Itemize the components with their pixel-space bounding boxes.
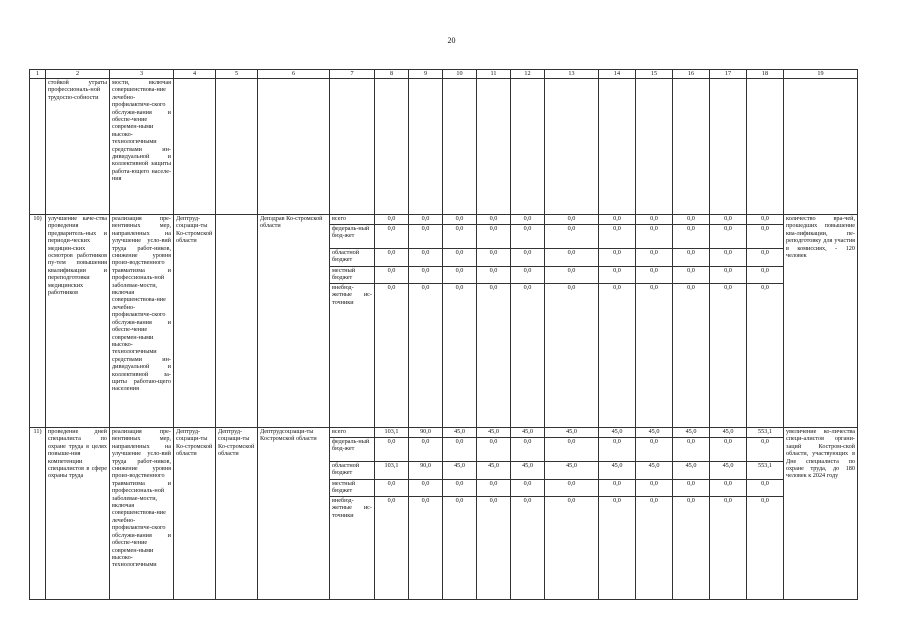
- funding-value: 0,0: [710, 249, 746, 267]
- funding-value: 0,0: [545, 215, 598, 225]
- funding-source-col: [330, 428, 375, 600]
- table-row: [30, 428, 858, 600]
- value-col: [710, 428, 747, 600]
- column-header: 19: [784, 70, 858, 79]
- column-header: 7: [330, 70, 375, 79]
- table-row: [30, 79, 858, 215]
- funding-source-label: внебюд-жетные ис-точники: [332, 497, 372, 519]
- funding-value: 0,0: [421, 284, 430, 291]
- cell-col5: [216, 79, 258, 215]
- value-col-total: [747, 428, 784, 600]
- funding-value: 0,0: [545, 249, 598, 267]
- column-header: 2: [46, 70, 110, 79]
- funding-value: 0,0: [673, 249, 709, 267]
- funding-value: 90,0: [409, 428, 442, 438]
- funding-value: 45,0: [636, 462, 672, 480]
- funding-value: 0,0: [443, 225, 476, 249]
- funding-value: 45,0: [477, 462, 510, 480]
- funding-value: 45,0: [511, 462, 544, 480]
- funding-value: 0,0: [409, 225, 442, 249]
- funding-value: 45,0: [477, 428, 510, 438]
- funding-value: 0,0: [687, 284, 695, 291]
- funding-value: 0,0: [375, 215, 408, 225]
- funding-value: 0,0: [747, 249, 783, 267]
- activity-measure: мости, включая совершенствова-ние лечебно-профилактиче-ского обслужи-вания и обеспе-чение современ-ными высоко-технологичными средствами ин-дивидуальной и коллективной защиты работа-ющего населе-ния: [110, 79, 174, 215]
- funding-value: 0,0: [545, 225, 598, 249]
- funding-value: 45,0: [636, 428, 672, 438]
- funding-value: 0,0: [511, 249, 544, 267]
- funding-value: 103,1: [375, 428, 408, 438]
- funding-value: 0,0: [747, 267, 783, 284]
- value-col: [599, 428, 636, 600]
- funding-value: 0,0: [673, 480, 709, 497]
- funding-value: 0,0: [387, 497, 396, 504]
- cell-col6: [258, 79, 330, 215]
- value-col: [443, 215, 477, 428]
- funding-value: 553,1: [747, 428, 783, 438]
- value-col: [673, 428, 710, 600]
- column-header: 3: [110, 70, 174, 79]
- funding-value: 0,0: [477, 267, 510, 284]
- column-header: 9: [409, 70, 443, 79]
- column-header: 11: [477, 70, 511, 79]
- row-number: 10): [30, 215, 46, 428]
- value-col: [477, 428, 511, 600]
- cell-col13: [545, 79, 599, 215]
- cell-col4: [174, 79, 216, 215]
- page-number: 20: [447, 36, 456, 45]
- funding-value: 0,0: [613, 497, 621, 504]
- funding-source-label: всего: [330, 428, 374, 438]
- activity-name: стойкой утраты профессиональ-ной трудоспо-собности: [46, 79, 110, 215]
- funding-value: 0,0: [567, 284, 576, 291]
- funding-value: 45,0: [443, 428, 476, 438]
- funding-value: 0,0: [650, 497, 658, 504]
- value-col: [636, 428, 673, 600]
- cell-col11: [477, 79, 511, 215]
- funding-value: 0,0: [443, 215, 476, 225]
- funding-value: 0,0: [673, 215, 709, 225]
- value-col: [375, 428, 409, 600]
- program-table: [29, 69, 858, 600]
- funding-value: 0,0: [477, 249, 510, 267]
- funding-value: 0,0: [673, 267, 709, 284]
- funding-value: 0,0: [613, 284, 621, 291]
- column-header: 16: [673, 70, 710, 79]
- funding-value: 0,0: [511, 215, 544, 225]
- funding-value: 0,0: [761, 284, 769, 291]
- funding-value: 553,1: [747, 462, 783, 480]
- funding-value: 0,0: [443, 267, 476, 284]
- value-col: [443, 428, 477, 600]
- funding-value: 45,0: [710, 428, 746, 438]
- value-col: [545, 215, 599, 428]
- column-header: 5: [216, 70, 258, 79]
- funding-value: 0,0: [511, 438, 544, 462]
- funding-value: 45,0: [673, 428, 709, 438]
- funding-value: 0,0: [409, 249, 442, 267]
- expected-result: увеличение ко-личества специ-алистов органи-заций Костром-ской области, участвующих в Дне специалиста по охране труда, до 180 человек к 2024 году: [784, 428, 858, 600]
- column-header: 13: [545, 70, 599, 79]
- funding-value: 0,0: [511, 225, 544, 249]
- responsible-executor: Дептруд-соцзащи-ты Ко-стромской области: [174, 428, 216, 600]
- funding-value: 0,0: [421, 497, 430, 504]
- funding-source-label: местный бюджет: [330, 267, 374, 284]
- activity-name: проведение дней специалиста по охране труда в целях повыше-ния компетенции специалистов в сфере охраны труда: [46, 428, 110, 600]
- activity-measure: реализация пре-вентивных мер, направленных на улучшение усло-вий труда работ-ников, снижение уровня произ-водственного травматизма и профессиональ-ной заболевае-мости, включая совершенствова-ние лечебно-профилактиче-ского обслужи-вания и обеспе-чение современ-ными высоко-технологичными средствами ин-дивидуальной и коллективной за-щиты работаю-щего населения: [110, 215, 174, 428]
- funding-value: 0,0: [599, 215, 635, 225]
- funding-value: 0,0: [724, 284, 732, 291]
- value-col: [409, 428, 443, 600]
- funding-value: 0,0: [599, 438, 635, 462]
- co-executor: Дептруд-соцзащи-ты Ко-стромской области: [216, 428, 258, 600]
- funding-value: 0,0: [523, 497, 532, 504]
- funding-value: 45,0: [710, 462, 746, 480]
- funding-value: 0,0: [477, 225, 510, 249]
- funding-value: 45,0: [511, 428, 544, 438]
- column-header: 8: [375, 70, 409, 79]
- column-header: 10: [443, 70, 477, 79]
- funding-value: 0,0: [636, 215, 672, 225]
- funding-value: 0,0: [636, 438, 672, 462]
- funding-source-label: федераль-ный бюд-жет: [330, 438, 374, 462]
- value-col: [545, 428, 599, 600]
- value-col: [710, 215, 747, 428]
- funding-value: 0,0: [375, 480, 408, 497]
- funding-value: 0,0: [636, 267, 672, 284]
- cell-col17: [710, 79, 747, 215]
- funding-value: 0,0: [599, 249, 635, 267]
- funding-value: 0,0: [477, 438, 510, 462]
- funding-value: 0,0: [710, 267, 746, 284]
- funding-value: 0,0: [599, 480, 635, 497]
- funding-value: 0,0: [747, 215, 783, 225]
- value-col: [636, 215, 673, 428]
- funding-source-label: областной бюджет: [330, 462, 374, 480]
- funding-value: 0,0: [455, 497, 464, 504]
- funding-value: 0,0: [636, 480, 672, 497]
- funding-value: 0,0: [387, 284, 396, 291]
- funding-value: 0,0: [409, 438, 442, 462]
- activity-measure: реализация пре-вентивных мер, направленных на улучшение усло-вий труда работ-ников, снижение уровня произ-водственного травматизма и профессиональ-ной заболевае-мости, включая совершенствова-ние лечебно-профилактиче-ского обслужи-вания и обеспе-чение современ-ными высоко-технологичными: [110, 428, 174, 600]
- funding-source-label: местный бюджет: [330, 480, 374, 497]
- funding-value: 0,0: [567, 497, 576, 504]
- funding-value: 0,0: [409, 480, 442, 497]
- funding-value: 0,0: [545, 267, 598, 284]
- value-col: [599, 215, 636, 428]
- column-header: 14: [599, 70, 636, 79]
- funding-value: 0,0: [409, 267, 442, 284]
- row-number: 11): [30, 428, 46, 600]
- column-header: 17: [710, 70, 747, 79]
- funding-value: 0,0: [599, 225, 635, 249]
- participant: Дептрудсоцзащи-ты Костромской области: [258, 428, 330, 600]
- participant: Депздрав Ко-стромской области: [258, 215, 330, 428]
- column-header: 12: [511, 70, 545, 79]
- funding-value: 0,0: [375, 438, 408, 462]
- funding-value: 0,0: [710, 215, 746, 225]
- funding-value: 90,0: [409, 462, 442, 480]
- funding-value: 0,0: [375, 225, 408, 249]
- cell-col14: [599, 79, 636, 215]
- funding-value: 45,0: [673, 462, 709, 480]
- funding-value: 45,0: [599, 428, 635, 438]
- column-header-row: [30, 70, 858, 79]
- value-col: [409, 215, 443, 428]
- funding-value: 45,0: [545, 428, 598, 438]
- funding-value: 0,0: [443, 480, 476, 497]
- funding-value: 0,0: [455, 284, 464, 291]
- funding-value: 0,0: [636, 249, 672, 267]
- funding-value: 0,0: [710, 225, 746, 249]
- funding-value: 0,0: [636, 225, 672, 249]
- funding-value: 0,0: [477, 480, 510, 497]
- cell-col19: [784, 79, 858, 215]
- funding-value: 0,0: [443, 438, 476, 462]
- funding-value: 0,0: [523, 284, 532, 291]
- activity-name: улучшение каче-ства проведения предваритель-ных и периоди-ческих медицин-ских осмотров работников пу-тем повышения квалификации и переподготовки медицинских работников: [46, 215, 110, 428]
- funding-value: 0,0: [724, 497, 732, 504]
- funding-value: 0,0: [409, 215, 442, 225]
- expected-result: количество вра-чей, прошедших повышение ква-лификации, пе-реподготовку для участия в комиссиях, - 120 человек: [784, 215, 858, 428]
- funding-source-label: областной бюджет: [330, 249, 374, 267]
- funding-value: 45,0: [545, 462, 598, 480]
- funding-source-label: всего: [330, 215, 374, 225]
- funding-value: 45,0: [443, 462, 476, 480]
- cell-col18: [747, 79, 784, 215]
- funding-value: 0,0: [687, 497, 695, 504]
- funding-source-label: внебюд-жетные ис-точники: [332, 284, 372, 306]
- funding-value: 45,0: [599, 462, 635, 480]
- funding-value: 0,0: [545, 438, 598, 462]
- cell-col8: [375, 79, 409, 215]
- cell-col12: [511, 79, 545, 215]
- funding-value: 0,0: [511, 267, 544, 284]
- funding-value: 0,0: [650, 284, 658, 291]
- funding-value: 0,0: [747, 480, 783, 497]
- value-col: [511, 215, 545, 428]
- funding-value: 0,0: [710, 438, 746, 462]
- cell-col16: [673, 79, 710, 215]
- funding-value: 0,0: [710, 480, 746, 497]
- cell-col7: [330, 79, 375, 215]
- cell-col15: [636, 79, 673, 215]
- funding-value: 0,0: [375, 249, 408, 267]
- funding-value: 0,0: [489, 497, 498, 504]
- column-header: 1: [30, 70, 46, 79]
- responsible-executor: Дептруд-соцзащи-ты Ко-стромской области: [174, 215, 216, 428]
- funding-value: 0,0: [443, 249, 476, 267]
- funding-value: 0,0: [489, 284, 498, 291]
- funding-value: 0,0: [477, 215, 510, 225]
- column-header: 4: [174, 70, 216, 79]
- funding-value: 0,0: [673, 438, 709, 462]
- row-number: [30, 79, 46, 215]
- funding-source-col: [330, 215, 375, 428]
- table-row: [30, 215, 858, 428]
- column-header: 15: [636, 70, 673, 79]
- funding-source-label: федераль-ный бюд-жет: [330, 225, 374, 249]
- value-col-total: [747, 215, 784, 428]
- cell-col10: [443, 79, 477, 215]
- value-col: [375, 215, 409, 428]
- funding-value: 0,0: [599, 267, 635, 284]
- column-header: 18: [747, 70, 784, 79]
- funding-value: 0,0: [511, 480, 544, 497]
- funding-value: 0,0: [545, 480, 598, 497]
- column-header: 6: [258, 70, 330, 79]
- funding-value: 103,1: [375, 462, 408, 480]
- value-col: [477, 215, 511, 428]
- funding-value: 0,0: [747, 225, 783, 249]
- value-col: [673, 215, 710, 428]
- funding-value: 0,0: [747, 438, 783, 462]
- funding-value: 0,0: [673, 225, 709, 249]
- value-col: [511, 428, 545, 600]
- funding-value: 0,0: [761, 497, 769, 504]
- funding-value: 0,0: [375, 267, 408, 284]
- cell-col9: [409, 79, 443, 215]
- co-executor: [216, 215, 258, 428]
